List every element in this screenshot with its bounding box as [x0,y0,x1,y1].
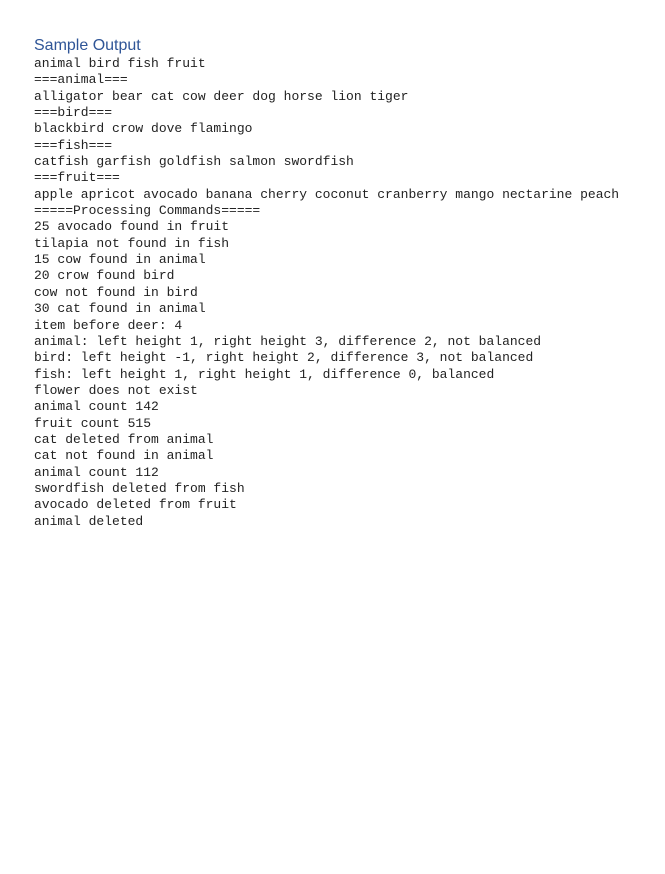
output-line: apple apricot avocado banana cherry coconut cranberry mango nectarine peach [34,186,620,202]
output-line: fruit count 515 [34,415,152,431]
output-line: animal count 142 [34,399,159,415]
output-line: 25 avocado found in fruit [34,219,230,235]
output-line: alligator bear cat cow deer dog horse lion tiger [34,88,409,104]
output-line: cat deleted from animal [34,431,214,447]
output-line: ===fish=== [34,137,113,153]
output-line: bird: left height -1, right height 2, difference 3, not balanced [34,350,534,366]
output-line: fish: left height 1, right height 1, difference 0, balanced [34,366,495,382]
output-line: cat not found in animal [34,448,214,464]
output-line: ===bird=== [34,105,113,121]
output-line: tilapia not found in fish [34,235,230,251]
output-line: avocado deleted from fruit [34,497,237,513]
output-line: item before deer: 4 [34,317,183,333]
output-line: catfish garfish goldfish salmon swordfish [34,154,354,170]
output-line: animal bird fish fruit [34,56,206,71]
output-line: animal: left height 1, right height 3, difference 2, not balanced [34,333,542,349]
output-line: swordfish deleted from fish [34,480,245,496]
sample-output-block [34,56,654,530]
section-heading: Sample Output [34,37,141,54]
document-page [34,36,654,530]
output-line: flower does not exist [34,382,198,398]
output-line: ===animal=== [34,72,128,88]
output-line: 30 cat found in animal [34,301,206,317]
output-line: ===fruit=== [34,170,120,186]
output-line: =====Processing Commands===== [34,203,261,219]
output-line: 20 crow found bird [34,268,175,284]
output-line: cow not found in bird [34,284,198,300]
output-line: 15 cow found in animal [34,252,206,268]
output-line: blackbird crow dove flamingo [34,121,253,137]
output-line: animal deleted [34,513,144,529]
output-line: animal count 112 [34,464,159,480]
